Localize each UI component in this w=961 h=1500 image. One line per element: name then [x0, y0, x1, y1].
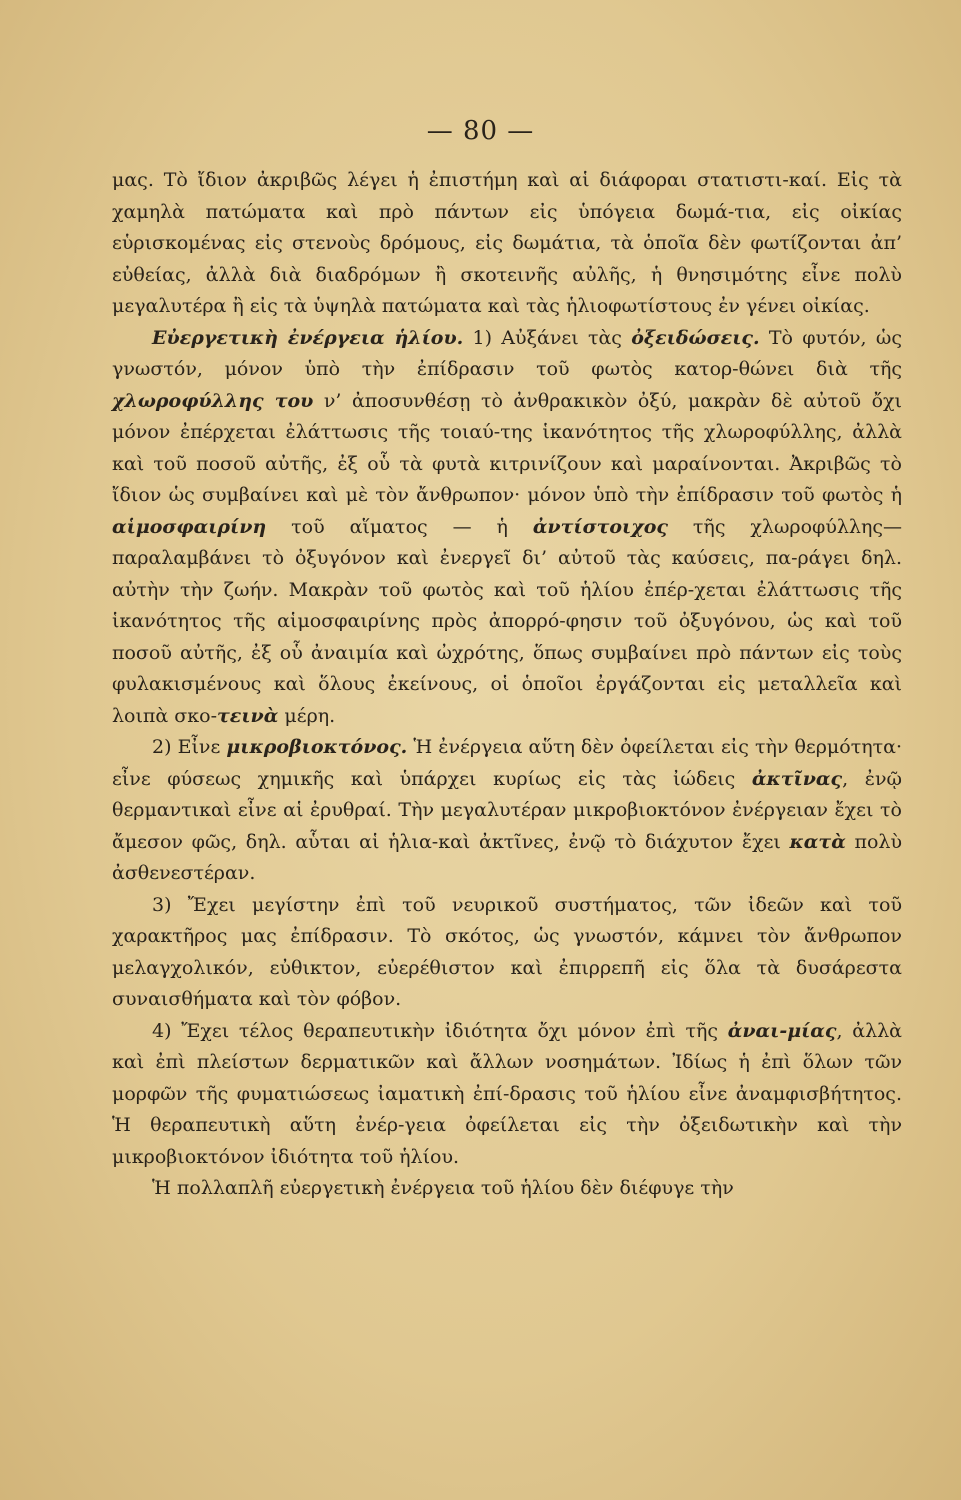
emphasized-text: τεινὰ [217, 704, 279, 727]
paragraph [112, 890, 902, 1016]
text-run: Τὸ φυτόν, ὡς γνωστόν, μόνον ὑπὸ τὴν ἐπίδρασιν τοῦ φωτὸς κατορ-θώνει διὰ τῆς [112, 326, 902, 380]
emphasized-text: ἀκτῖνας [751, 767, 843, 790]
text-run: μας. Τὸ ἴδιον ἀκριβῶς λέγει ἡ ἐπιστήμη καὶ αἱ διάφοραι στατιστι-καί. Εἰς τὰ χαμηλὰ πατώματα καὶ πρὸ πάντων εἰς ὑπόγεια δωμά-τια, εἰς οἰκίας εὑρισκομένας εἰς στενοὺς δρόμους, εἰς δωμάτια, τὰ ὁποῖα δὲν φωτίζονται ἀπ’ εὐθείας, ἀλλὰ διὰ διαδρόμων ἢ σκοτεινῆς αὐλῆς, ἡ θνησιμότης εἶνε πολὺ μεγαλυτέρα ἢ εἰς τὰ ὑψηλὰ πατώματα καὶ τὰς ἡλιοφωτίστους ἐν γένει οἰκίας. [112, 169, 902, 317]
emphasized-text: μικροβιοκτόνος. [226, 736, 408, 758]
text-run: , ἐνῷ θερμαντικαὶ εἶνε αἱ ἐρυθραί. Τὴν μεγαλυτέραν μικροβιοκτόνον ἐνέργειαν ἔχει τὸ ἄμεσον φῶς, δηλ. αὗται αἱ ἡλια-καὶ ἀκτῖνες, ἐνῷ τὸ διάχυτον ἔχει [112, 767, 902, 853]
paragraph [112, 323, 902, 733]
text-run: πολὺ ἀσθενεστέραν. [112, 830, 903, 884]
emphasized-text: Εὐεργετικὴ ἐνέργεια ἡλίου. [152, 326, 464, 349]
text-run: 1) Αὐξάνει τὰς [463, 326, 632, 349]
paragraph [112, 1016, 902, 1174]
text-run: , ἀλλὰ καὶ ἐπὶ πλείστων δερματικῶν καὶ ἄλλων νοσημάτων. Ἰδίως ἡ ἐπὶ ὅλων τῶν μορφῶν τῆς φυματιώσεως ἰαματικὴ ἐπί-δρασις τοῦ ἡλίου εἶνε ἀναμφισβήτητος. Ἡ θεραπευτικὴ αὕτη ἐνέρ-γεια ὀφείλεται εἰς τὴν ὀξειδωτικὴν καὶ τὴν μικροβιοκτόνον ἰδιότητα τοῦ ἡλίου. [112, 1019, 902, 1168]
text-run: 2) Εἶνε [152, 736, 227, 758]
emphasized-text: ἀντίστοιχος [532, 515, 668, 538]
paragraph [112, 165, 902, 323]
text-run: τοῦ αἵματος — ἡ [266, 515, 533, 538]
paragraph [112, 732, 902, 890]
emphasized-text: χλωροφύλλης του [112, 389, 314, 412]
emphasized-text: αἱμοσφαιρίνη [112, 515, 267, 538]
body-text [112, 165, 902, 1205]
text-run: 4) Ἔχει τέλος θεραπευτικὴν ἰδιότητα ὄχι μόνον ἐπὶ τῆς [152, 1019, 728, 1042]
text-run: μέρη. [278, 704, 336, 727]
paragraph [112, 1173, 902, 1205]
text-run: Ἡ πολλαπλῆ εὐεργετικὴ ἐνέργεια τοῦ ἡλίου δὲν διέφυγε τὴν [152, 1177, 734, 1199]
page-number: — 80 — [426, 116, 535, 146]
text-run: τῆς χλωροφύλλης— παραλαμβάνει τὸ ὀξυγόνον καὶ ἐνεργεῖ δι’ αὐτοῦ τὰς καύσεις, πα-ράγει δηλ. αὐτὴν τὴν ζωήν. Μακρὰν τοῦ φωτὸς καὶ τοῦ ἡλίου ἐπέρ-χεται ἐλάττωσις τῆς ἱκανότητος τῆς αἱμοσφαιρίνης πρὸς ἀπορρό-φησιν τοῦ ὀξυγόνου, ὡς καὶ τοῦ ποσοῦ αὐτῆς, ἐξ οὗ ἀναιμία καὶ ὠχρότης, ὅπως συμβαίνει πρὸ πάντων εἰς τοὺς φυλακισμένους καὶ ὅλους ἐκείνους, οἱ ὁποῖοι ἐργάζονται εἰς μεταλλεῖα καὶ λοιπὰ σκο- [112, 515, 903, 727]
emphasized-text: ὀξειδώσεις. [631, 326, 760, 349]
text-run: Ἡ ἐνέργεια αὕτη δὲν ὀφείλεται εἰς τὴν θερμότητα· εἶνε φύσεως χημικῆς καὶ ὑπάρχει κυρίως εἰς τὰς ἰώδεις [112, 736, 902, 790]
emphasized-text: κατὰ [789, 830, 846, 853]
emphasized-text: ἀναι-μίας [727, 1019, 837, 1042]
text-run: 3) Ἔχει μεγίστην ἐπὶ τοῦ νευρικοῦ συστήματος, τῶν ἰδεῶν καὶ τοῦ χαρακτῆρος μας ἐπίδρασιν. Τὸ σκότος, ὡς γνωστόν, κάμνει τὸν ἄνθρωπον μελαγχολικόν, εὐθικτον, εὐερέθιστον καὶ ἐπιρρεπῆ εἰς ὅλα τὰ δυσάρεστα συναισθήματα καὶ τὸν φόβον. [112, 893, 902, 1010]
text-run: ν’ ἀποσυνθέσῃ τὸ ἀνθρακικὸν ὀξύ, μακρὰν δὲ αὐτοῦ ὄχι μόνον ἐπέρχεται ἐλάττωσις τῆς τοιαύ-της ἱκανότητος τῆς χλωροφύλλης, ἀλλὰ καὶ τοῦ ποσοῦ αὐτῆς, ἐξ οὗ τὰ φυτὰ κιτρινίζουν καὶ μαραίνονται. Ἀκριβῶς τὸ ἴδιον ὡς συμβαίνει καὶ μὲ τὸν ἄνθρωπον· μόνον ὑπὸ τὴν ἐπίδρασιν τοῦ φωτὸς ἡ [112, 389, 903, 506]
